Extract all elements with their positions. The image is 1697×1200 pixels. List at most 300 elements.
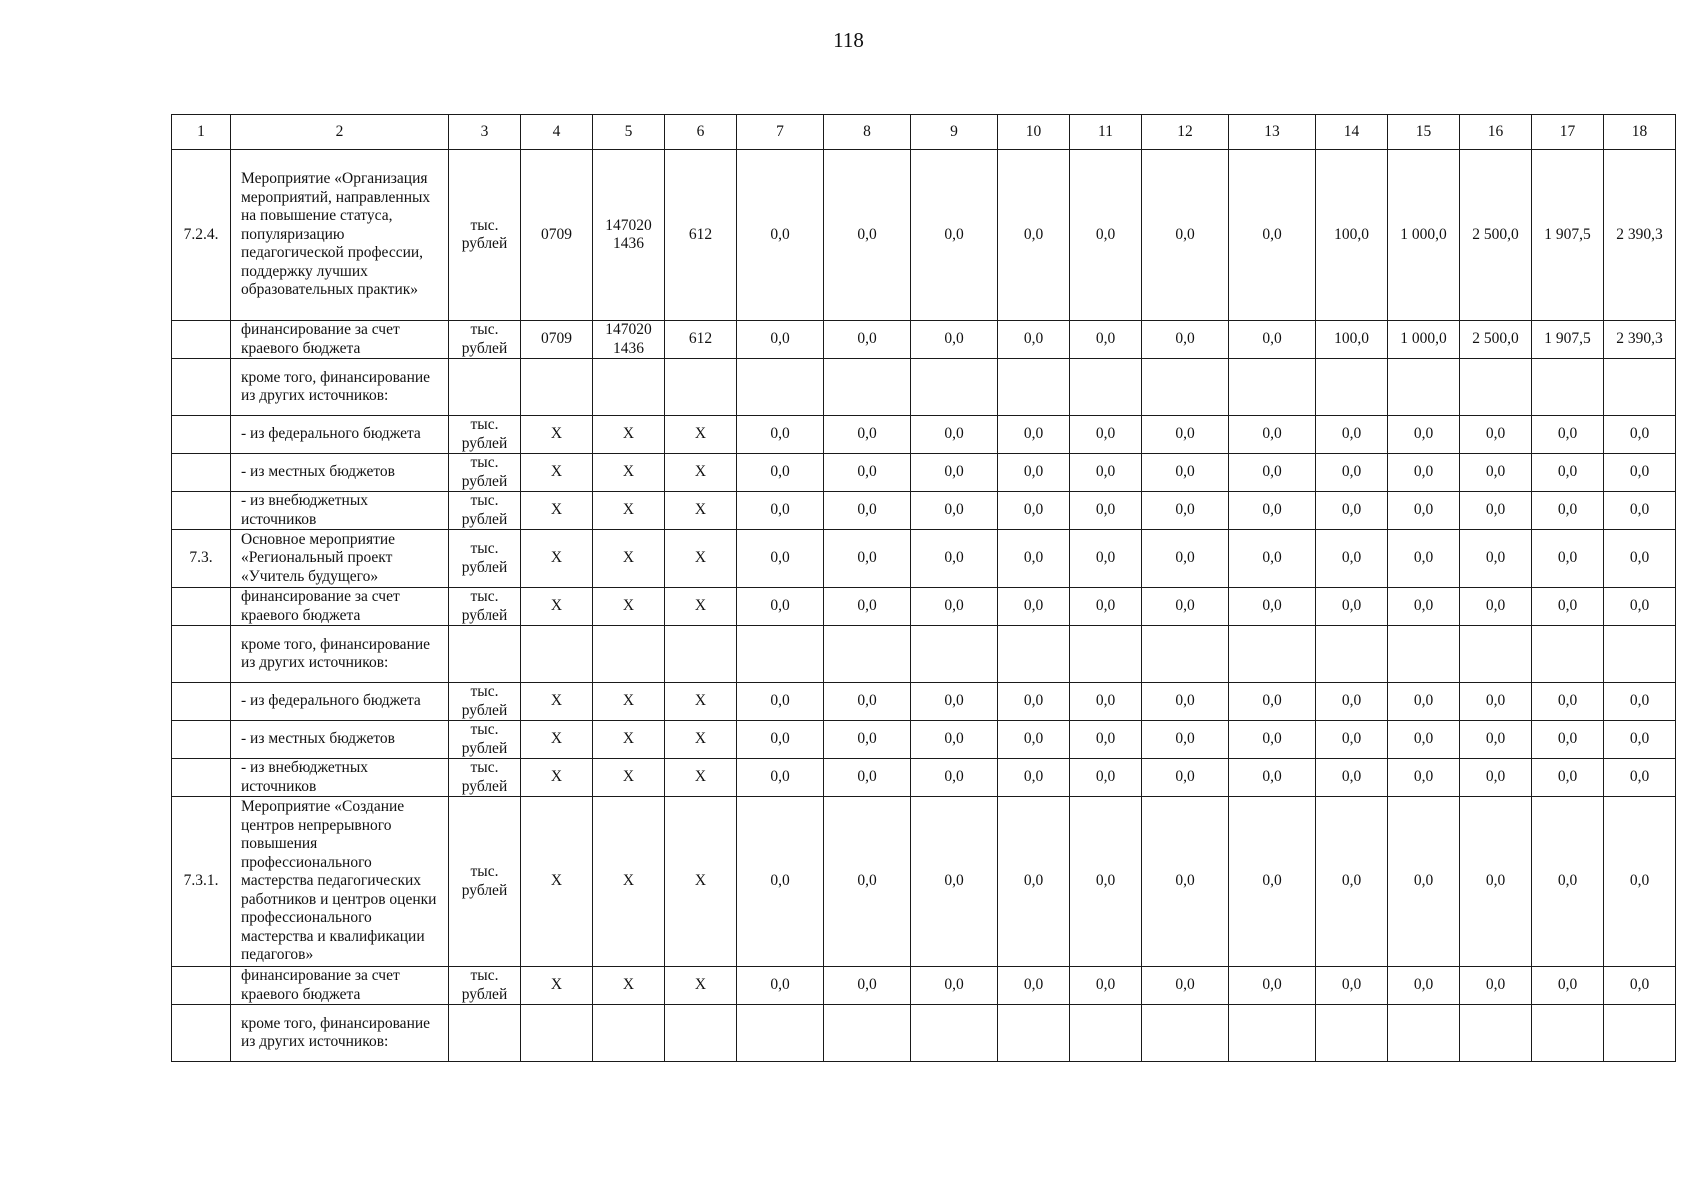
value-cell [1604,359,1676,416]
value-cell: 2 390,3 [1604,321,1676,359]
code-cell [521,626,593,683]
code-cell: X [665,530,737,588]
value-cell: 0,0 [1460,967,1532,1005]
code-cell: 0709 [521,150,593,321]
value-cell: 0,0 [1316,588,1388,626]
code-cell: X [593,759,665,797]
code-cell: X [521,588,593,626]
value-cell [1604,626,1676,683]
value-cell: 0,0 [1316,492,1388,530]
header-cell: 7 [737,115,824,150]
code-cell: X [593,530,665,588]
value-cell: 0,0 [1229,683,1316,721]
value-cell: 0,0 [998,321,1070,359]
value-cell: 0,0 [737,454,824,492]
value-cell: 0,0 [998,454,1070,492]
value-cell: 0,0 [1604,721,1676,759]
code-cell: X [593,416,665,454]
value-cell [1142,359,1229,416]
value-cell: 0,0 [1460,759,1532,797]
value-cell: 0,0 [1604,683,1676,721]
value-cell: 0,0 [1532,416,1604,454]
table-row [172,797,1676,967]
value-cell: 0,0 [911,454,998,492]
item-number-cell [172,321,231,359]
code-cell: X [665,492,737,530]
value-cell: 0,0 [824,588,911,626]
value-cell: 0,0 [1070,759,1142,797]
item-number-cell [172,1005,231,1062]
value-cell [911,1005,998,1062]
value-cell: 0,0 [1532,454,1604,492]
value-cell: 0,0 [911,530,998,588]
value-cell [998,1005,1070,1062]
code-cell: X [521,454,593,492]
value-cell: 0,0 [1604,416,1676,454]
table-row [172,1005,1676,1062]
unit-cell: тыс. рублей [449,454,521,492]
table-row [172,416,1676,454]
value-cell: 0,0 [1532,683,1604,721]
value-cell: 0,0 [737,416,824,454]
code-cell: 612 [665,321,737,359]
value-cell: 2 500,0 [1460,150,1532,321]
code-cell [593,359,665,416]
value-cell: 1 907,5 [1532,150,1604,321]
code-cell [665,359,737,416]
value-cell [998,359,1070,416]
item-name-cell: Основное мероприятие «Региональный проект «Учитель будущего» [231,530,449,588]
item-number-cell [172,454,231,492]
header-row [172,115,1676,150]
unit-cell [449,359,521,416]
value-cell: 0,0 [998,416,1070,454]
unit-cell: тыс. рублей [449,492,521,530]
unit-cell: тыс. рублей [449,721,521,759]
header-cell: 3 [449,115,521,150]
table-row [172,588,1676,626]
code-cell: 0709 [521,321,593,359]
value-cell: 0,0 [824,797,911,967]
value-cell: 0,0 [1070,797,1142,967]
value-cell: 0,0 [1604,967,1676,1005]
value-cell: 0,0 [1142,416,1229,454]
item-number-cell [172,626,231,683]
value-cell [1460,359,1532,416]
header-cell: 2 [231,115,449,150]
unit-cell: тыс. рублей [449,683,521,721]
value-cell [1229,359,1316,416]
value-cell: 0,0 [1460,721,1532,759]
value-cell: 0,0 [1142,683,1229,721]
value-cell: 0,0 [1070,588,1142,626]
value-cell: 0,0 [824,759,911,797]
value-cell: 0,0 [998,683,1070,721]
value-cell [1316,626,1388,683]
value-cell: 0,0 [1460,454,1532,492]
code-cell [593,626,665,683]
table-row [172,967,1676,1005]
code-cell: X [521,759,593,797]
value-cell [824,359,911,416]
value-cell: 0,0 [737,759,824,797]
value-cell [1460,626,1532,683]
table-row [172,359,1676,416]
value-cell [1532,626,1604,683]
code-cell: 147020 1436 [593,150,665,321]
value-cell: 0,0 [911,967,998,1005]
item-number-cell [172,416,231,454]
item-name-cell: - из внебюджетных источников [231,759,449,797]
value-cell: 0,0 [1142,530,1229,588]
value-cell: 0,0 [1532,759,1604,797]
header-cell: 4 [521,115,593,150]
value-cell: 0,0 [1532,588,1604,626]
value-cell: 1 000,0 [1388,321,1460,359]
value-cell: 0,0 [1070,683,1142,721]
item-name-cell: Мероприятие «Создание центров непрерывного повышения профессионального мастерства педагогических работников и центров оценки профессионального мастерства и квалификации педагогов» [231,797,449,967]
code-cell: X [665,967,737,1005]
value-cell [911,626,998,683]
unit-cell: тыс. рублей [449,530,521,588]
value-cell: 0,0 [1142,321,1229,359]
value-cell: 0,0 [1229,967,1316,1005]
value-cell: 0,0 [1070,530,1142,588]
value-cell [824,1005,911,1062]
code-cell: 612 [665,150,737,321]
unit-cell [449,1005,521,1062]
value-cell: 0,0 [998,492,1070,530]
value-cell: 0,0 [1604,454,1676,492]
value-cell: 0,0 [998,588,1070,626]
code-cell [521,359,593,416]
value-cell [824,626,911,683]
header-cell: 11 [1070,115,1142,150]
value-cell: 0,0 [1229,454,1316,492]
value-cell [1229,1005,1316,1062]
code-cell: X [521,683,593,721]
value-cell: 0,0 [1532,492,1604,530]
value-cell: 0,0 [998,530,1070,588]
code-cell: X [521,530,593,588]
value-cell: 0,0 [737,967,824,1005]
value-cell: 0,0 [998,759,1070,797]
value-cell: 0,0 [1388,759,1460,797]
unit-cell: тыс. рублей [449,797,521,967]
page-number: 118 [833,28,864,52]
value-cell [1316,359,1388,416]
item-name-cell: - из внебюджетных источников [231,492,449,530]
value-cell: 0,0 [1460,797,1532,967]
table-row [172,150,1676,321]
unit-cell: тыс. рублей [449,967,521,1005]
value-cell: 0,0 [1460,530,1532,588]
code-cell: X [521,797,593,967]
value-cell [1532,359,1604,416]
value-cell: 0,0 [824,967,911,1005]
header-cell: 13 [1229,115,1316,150]
item-name-cell: - из федерального бюджета [231,683,449,721]
value-cell [1142,626,1229,683]
header-cell: 1 [172,115,231,150]
value-cell [1070,359,1142,416]
code-cell [521,1005,593,1062]
value-cell: 0,0 [1142,492,1229,530]
header-cell: 5 [593,115,665,150]
value-cell: 0,0 [824,721,911,759]
header-cell: 17 [1532,115,1604,150]
code-cell: X [521,721,593,759]
value-cell: 0,0 [1316,683,1388,721]
item-name-cell: кроме того, финансирование из других источников: [231,359,449,416]
value-cell: 0,0 [1316,416,1388,454]
value-cell: 0,0 [1070,721,1142,759]
code-cell: 147020 1436 [593,321,665,359]
code-cell [593,1005,665,1062]
value-cell: 0,0 [1532,530,1604,588]
value-cell: 0,0 [824,530,911,588]
header-cell: 18 [1604,115,1676,150]
item-name-cell: финансирование за счет краевого бюджета [231,588,449,626]
value-cell: 0,0 [1142,588,1229,626]
value-cell [1070,1005,1142,1062]
value-cell: 0,0 [824,492,911,530]
value-cell: 0,0 [911,321,998,359]
value-cell: 0,0 [1316,721,1388,759]
item-number-cell: 7.2.4. [172,150,231,321]
table-row [172,321,1676,359]
value-cell: 0,0 [737,721,824,759]
code-cell: X [665,416,737,454]
code-cell: X [593,454,665,492]
value-cell: 0,0 [1142,759,1229,797]
value-cell: 0,0 [1388,530,1460,588]
table-row [172,530,1676,588]
value-cell: 0,0 [737,530,824,588]
unit-cell: тыс. рублей [449,588,521,626]
code-cell: X [665,588,737,626]
item-name-cell: финансирование за счет краевого бюджета [231,321,449,359]
value-cell [1460,1005,1532,1062]
header-cell: 16 [1460,115,1532,150]
item-name-cell: кроме того, финансирование из других источников: [231,1005,449,1062]
code-cell: X [593,797,665,967]
value-cell: 0,0 [1316,454,1388,492]
item-name-cell: финансирование за счет краевого бюджета [231,967,449,1005]
value-cell: 0,0 [737,321,824,359]
value-cell: 0,0 [1070,321,1142,359]
unit-cell: тыс. рублей [449,416,521,454]
value-cell [998,626,1070,683]
value-cell: 0,0 [1229,150,1316,321]
value-cell [1142,1005,1229,1062]
value-cell: 0,0 [1604,759,1676,797]
value-cell: 0,0 [824,683,911,721]
value-cell: 0,0 [1460,416,1532,454]
header-cell: 6 [665,115,737,150]
code-cell: X [665,797,737,967]
value-cell [737,1005,824,1062]
value-cell: 0,0 [1229,797,1316,967]
value-cell: 0,0 [1388,492,1460,530]
value-cell [1604,1005,1676,1062]
header-cell: 12 [1142,115,1229,150]
item-number-cell [172,721,231,759]
value-cell: 0,0 [737,683,824,721]
value-cell: 0,0 [1388,416,1460,454]
value-cell: 0,0 [1388,588,1460,626]
unit-cell: тыс. рублей [449,321,521,359]
value-cell: 100,0 [1316,150,1388,321]
value-cell [1229,626,1316,683]
table-row [172,759,1676,797]
item-number-cell: 7.3. [172,530,231,588]
value-cell: 0,0 [911,588,998,626]
value-cell: 0,0 [1229,759,1316,797]
code-cell: X [593,588,665,626]
table-row [172,721,1676,759]
value-cell: 2 500,0 [1460,321,1532,359]
value-cell: 1 000,0 [1388,150,1460,321]
value-cell: 0,0 [824,416,911,454]
value-cell: 0,0 [1142,150,1229,321]
table-row [172,683,1676,721]
value-cell: 0,0 [1388,797,1460,967]
code-cell: X [593,683,665,721]
value-cell: 0,0 [1532,967,1604,1005]
value-cell: 0,0 [1229,492,1316,530]
value-cell: 0,0 [1229,321,1316,359]
value-cell: 0,0 [998,150,1070,321]
value-cell: 0,0 [824,454,911,492]
code-cell: X [593,492,665,530]
value-cell [1388,1005,1460,1062]
code-cell: X [521,492,593,530]
table-row [172,454,1676,492]
item-number-cell [172,492,231,530]
item-number-cell [172,359,231,416]
header-cell: 9 [911,115,998,150]
code-cell: X [593,721,665,759]
value-cell [1532,1005,1604,1062]
header-cell: 15 [1388,115,1460,150]
value-cell: 0,0 [1229,530,1316,588]
value-cell: 0,0 [911,797,998,967]
item-number-cell [172,588,231,626]
value-cell: 100,0 [1316,321,1388,359]
value-cell: 0,0 [1229,588,1316,626]
code-cell [665,626,737,683]
value-cell: 0,0 [1460,683,1532,721]
value-cell: 0,0 [1070,492,1142,530]
value-cell: 0,0 [1604,797,1676,967]
value-cell [1388,626,1460,683]
item-number-cell [172,967,231,1005]
header-cell: 8 [824,115,911,150]
item-number-cell [172,683,231,721]
value-cell [1316,1005,1388,1062]
value-cell: 0,0 [998,721,1070,759]
table-row [172,626,1676,683]
code-cell: X [521,416,593,454]
code-cell: X [665,454,737,492]
code-cell: X [521,967,593,1005]
value-cell: 0,0 [1070,454,1142,492]
item-number-cell [172,759,231,797]
value-cell [911,359,998,416]
value-cell: 0,0 [1388,454,1460,492]
value-cell: 0,0 [911,492,998,530]
value-cell: 0,0 [1388,683,1460,721]
value-cell: 0,0 [1460,588,1532,626]
item-name-cell: Мероприятие «Организация мероприятий, направленных на повышение статуса, популяризацию педагогической профессии, поддержку лучших образовательных практик» [231,150,449,321]
value-cell: 0,0 [998,797,1070,967]
value-cell: 0,0 [911,759,998,797]
value-cell: 0,0 [911,683,998,721]
header-cell: 14 [1316,115,1388,150]
value-cell: 0,0 [1070,967,1142,1005]
value-cell: 0,0 [1388,967,1460,1005]
value-cell: 0,0 [1316,967,1388,1005]
value-cell: 0,0 [911,150,998,321]
value-cell: 0,0 [1604,530,1676,588]
value-cell: 0,0 [737,588,824,626]
item-name-cell: - из местных бюджетов [231,721,449,759]
value-cell: 0,0 [1070,150,1142,321]
value-cell: 0,0 [1532,721,1604,759]
budget-table [171,114,1676,1062]
value-cell [1388,359,1460,416]
unit-cell: тыс. рублей [449,759,521,797]
item-number-cell: 7.3.1. [172,797,231,967]
value-cell: 0,0 [737,150,824,321]
value-cell: 0,0 [1142,454,1229,492]
value-cell [737,626,824,683]
value-cell: 0,0 [1316,530,1388,588]
value-cell: 0,0 [1316,759,1388,797]
value-cell: 0,0 [1532,797,1604,967]
value-cell [737,359,824,416]
code-cell: X [593,967,665,1005]
value-cell: 0,0 [824,321,911,359]
code-cell: X [665,721,737,759]
value-cell: 0,0 [737,492,824,530]
value-cell: 0,0 [911,721,998,759]
value-cell: 1 907,5 [1532,321,1604,359]
unit-cell [449,626,521,683]
header-cell: 10 [998,115,1070,150]
value-cell: 2 390,3 [1604,150,1676,321]
value-cell: 0,0 [737,797,824,967]
value-cell [1070,626,1142,683]
value-cell: 0,0 [1460,492,1532,530]
value-cell: 0,0 [998,967,1070,1005]
value-cell: 0,0 [1604,492,1676,530]
item-name-cell: - из местных бюджетов [231,454,449,492]
value-cell: 0,0 [824,150,911,321]
code-cell [665,1005,737,1062]
value-cell: 0,0 [1388,721,1460,759]
unit-cell: тыс. рублей [449,150,521,321]
table-row [172,492,1676,530]
value-cell: 0,0 [1316,797,1388,967]
item-name-cell: - из федерального бюджета [231,416,449,454]
value-cell: 0,0 [1229,416,1316,454]
item-name-cell: кроме того, финансирование из других источников: [231,626,449,683]
value-cell: 0,0 [911,416,998,454]
value-cell: 0,0 [1229,721,1316,759]
code-cell: X [665,759,737,797]
